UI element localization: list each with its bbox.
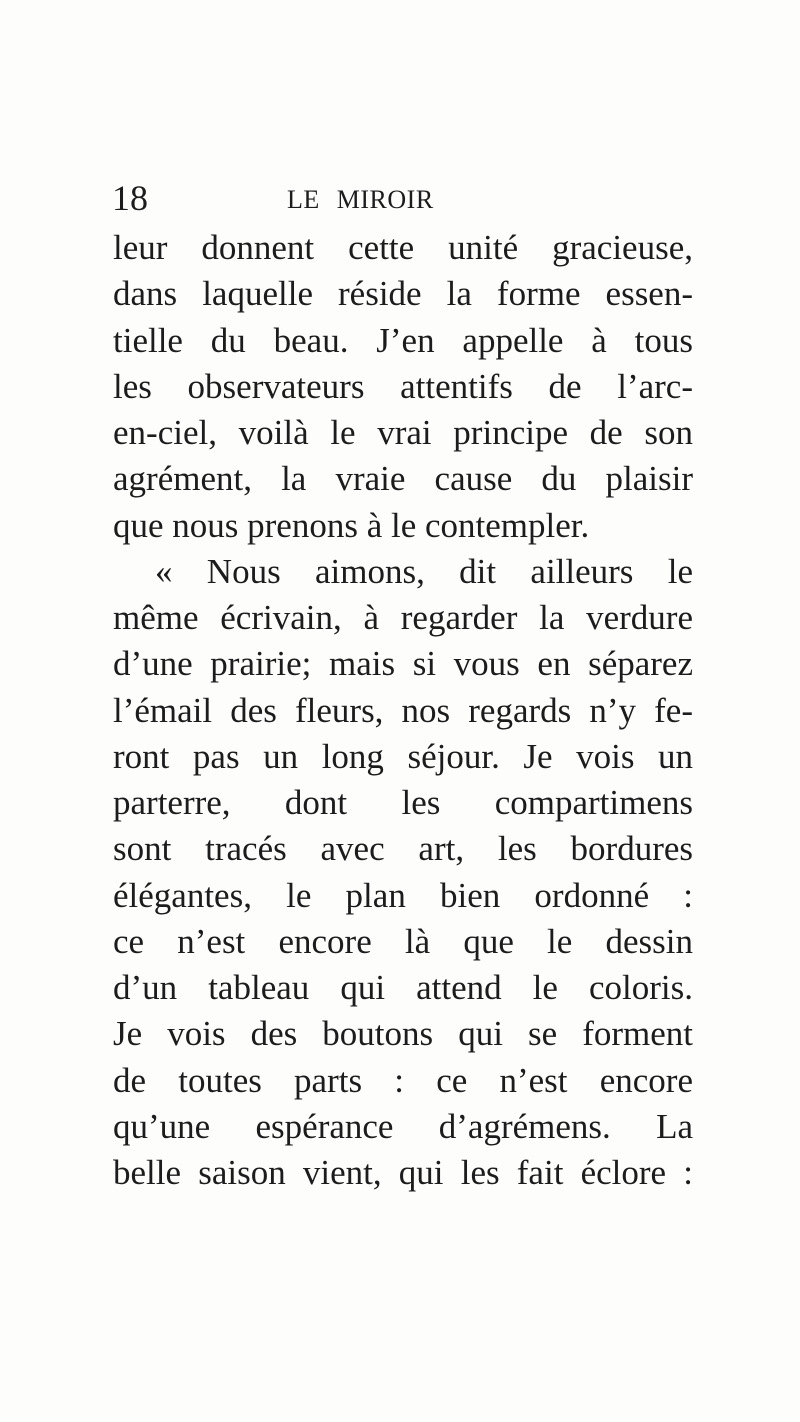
text-line: « Nous aimons, dit ailleurs le (155, 551, 693, 591)
running-head: LE MIROIR (287, 185, 434, 214)
text-line: leur donnent cette unité gracieuse, (113, 228, 693, 267)
text-line: les observateurs attentifs de l’arc- (113, 366, 693, 406)
text-line: d’une prairie; mais si vous en séparez (113, 644, 693, 684)
text-line: dans laquelle réside la forme essen- (113, 274, 693, 314)
text-line: l’émail des fleurs, nos regards n’y fe- (113, 690, 693, 730)
text-line: même écrivain, à regarder la verdure (113, 598, 693, 637)
text-line: de toutes parts : ce n’est encore (113, 1060, 693, 1100)
text-line: qu’une espérance d’agrémens. La (113, 1106, 693, 1146)
text-line: ront pas un long séjour. Je vois un (113, 736, 693, 776)
text-line: parterre, dont les compartimens (113, 783, 693, 822)
text-line: ce n’est encore là que le dessin (113, 921, 693, 961)
text-line: tielle du beau. J’en appelle à tous (113, 320, 693, 360)
body-text (113, 225, 693, 1196)
page-number: 18 (112, 178, 148, 218)
text-line: d’un tableau qui attend le coloris. (113, 968, 693, 1007)
text-line: Je vois des boutons qui se forment (113, 1014, 693, 1054)
text-line: sont tracés avec art, les bordures (113, 829, 693, 869)
text-line: que nous prenons à le contempler. (113, 505, 590, 545)
text-line: élégantes, le plan bien ordonné : (113, 875, 693, 915)
text-line: agrément, la vraie cause du plaisir (113, 459, 693, 499)
text-line: en-ciel, voilà le vrai principe de son (113, 413, 693, 452)
text-line: belle saison vient, qui les fait éclore : (113, 1153, 693, 1192)
page-header (112, 178, 692, 218)
